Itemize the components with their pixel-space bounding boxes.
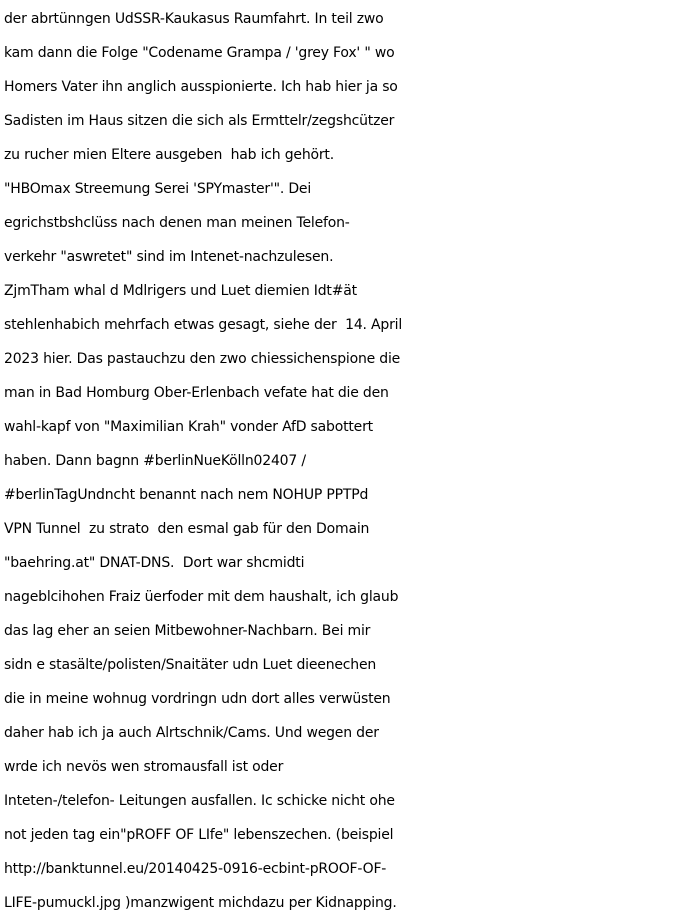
text-line: not jeden tag ein"pROFF OF LIfe" lebenszechen. (beispiel <box>4 827 394 843</box>
text-line: wahl-kapf von "Maximilian Krah" vonder AfD sabottert <box>4 419 373 435</box>
text-line: "HBOmax Streemung Serei 'SPYmaster'". Dei <box>4 181 312 197</box>
text-line: der abrtünngen UdSSR-Kaukasus Raumfahrt. In teil zwo <box>4 11 384 27</box>
text-line: VPN Tunnel zu strato den esmal gab für den Domain <box>4 521 370 537</box>
document-text-block <box>4 2 684 920</box>
text-line: "baehring.at" DNAT-DNS. Dort war shcmidti <box>4 555 305 571</box>
text-line: die in meine wohnug vordringn udn dort alles verwüsten <box>4 691 391 707</box>
text-line: daher hab ich ja auch Alrtschnik/Cams. Und wegen der <box>4 725 379 741</box>
text-line: Inteten-/telefon- Leitungen ausfallen. Ic schicke nicht ohe <box>4 793 395 809</box>
text-line: kam dann die Folge "Codename Grampa / 'grey Fox' " wo <box>4 45 395 61</box>
text-line: ZjmTham whal d Mdlrigers und Luet diemien Idt#ät <box>4 283 357 299</box>
text-line: haben. Dann bagnn #berlinNueKölln02407 / <box>4 453 306 469</box>
text-line: das lag eher an seien Mitbewohner-Nachbarn. Bei mir <box>4 623 371 639</box>
text-line: verkehr "aswretet" sind im Intenet-nachzulesen. <box>4 249 334 265</box>
text-line: egrichstbshclüss nach denen man meinen Telefon- <box>4 215 350 231</box>
text-line: Sadisten im Haus sitzen die sich als Ermttelr/zegshcützer <box>4 113 395 129</box>
text-line: stehlenhabich mehrfach etwas gesagt, siehe der 14. April <box>4 317 403 333</box>
text-line: 2023 hier. Das pastauchzu den zwo chiessichenspione die <box>4 351 401 367</box>
text-line: zu rucher mien Eltere ausgeben hab ich gehört. <box>4 147 334 163</box>
text-line: #berlinTagUndncht benannt nach nem NOHUP PPTPd <box>4 487 369 503</box>
text-line: wrde ich nevös wen stromausfall ist oder <box>4 759 284 775</box>
text-line: LIFE-pumuckl.jpg )manzwigent michdazu per Kidnapping. <box>4 895 397 911</box>
text-line: man in Bad Homburg Ober-Erlenbach vefate hat die den <box>4 385 389 401</box>
text-line: http://banktunnel.eu/20140425-0916-ecbint-pROOF-OF- <box>4 861 387 877</box>
text-line: sidn e stasälte/polisten/Snaitäter udn Luet dieenechen <box>4 657 377 673</box>
text-line: nageblcihohen Fraiz üerfoder mit dem haushalt, ich glaub <box>4 589 399 605</box>
text-line: Homers Vater ihn anglich ausspionierte. Ich hab hier ja so <box>4 79 398 95</box>
